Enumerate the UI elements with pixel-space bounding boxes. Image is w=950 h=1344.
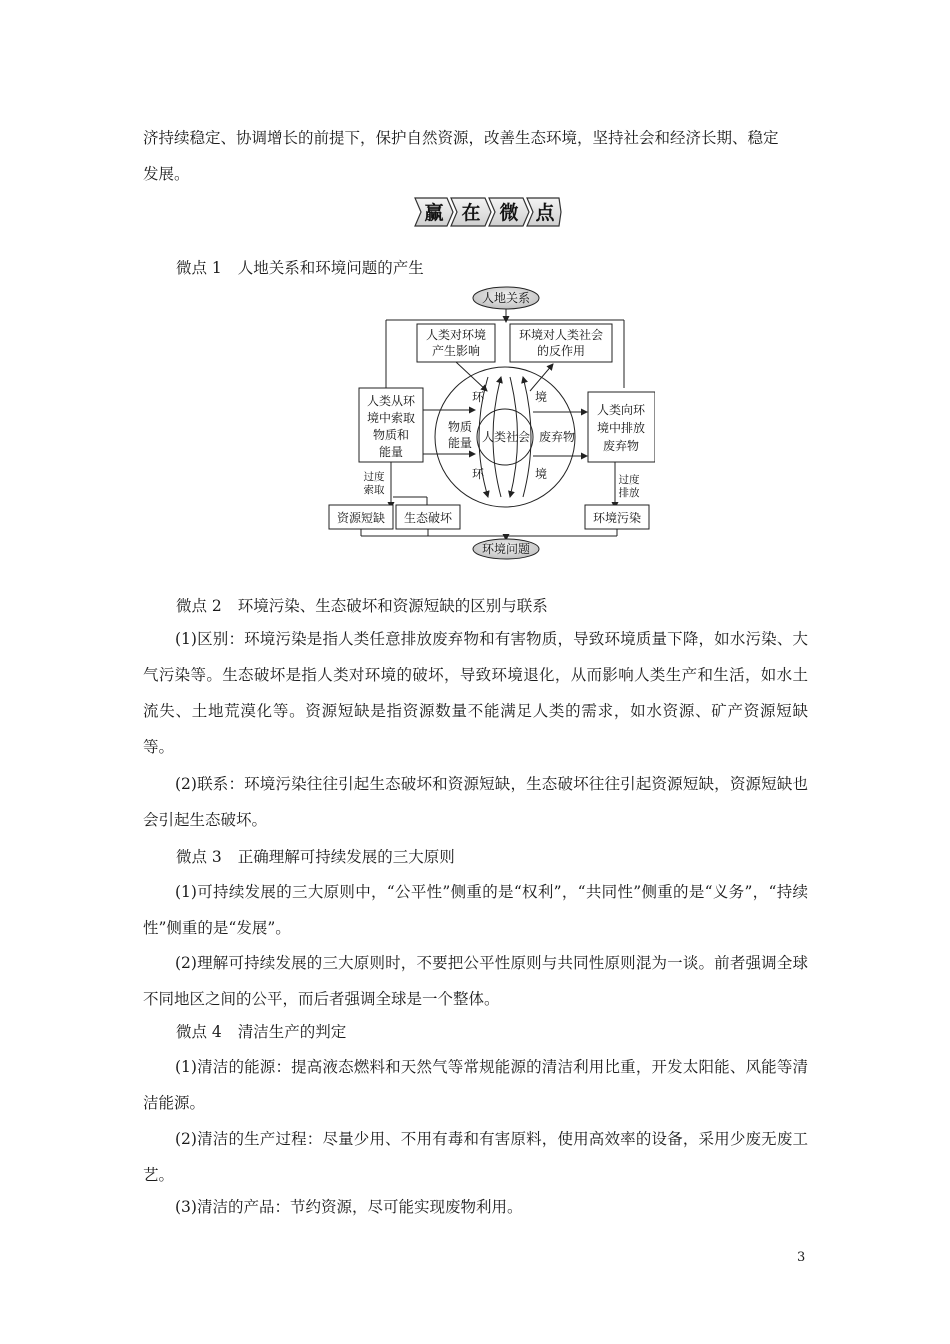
point4-paragraph-2: (2)清洁的生产过程：尽量少用、不用有毒和有害原料，使用高效率的设备，采用少废无废工艺。	[143, 1130, 808, 1184]
banner-char-3: 微	[499, 202, 519, 224]
point2-title: 环境污染、生态破坏和资源短缺的区别与联系	[237, 597, 548, 615]
extract-line-2: 境中索取	[366, 411, 416, 425]
point4-paragraph-3: (3)清洁的产品：节约资源，尽可能实现废物利用。	[175, 1198, 523, 1216]
point2-paragraph-2: (2)联系：环境污染往往引起生态破坏和资源短缺，生态破坏往往引起资源短缺，资源短缺也会引起生态破坏。	[143, 775, 808, 829]
point3-heading	[176, 845, 455, 869]
ring-char-2: 境	[534, 390, 548, 404]
section-banner	[413, 194, 563, 230]
point2-paragraph-1: (1)区别：环境污染是指人类任意排放废弃物和有害物质，导致环境质量下降，如水污染、大气污染等。生态破坏是指人类对环境的破坏，导致环境退化，从而影响人类生产和生活，如水土流失、土地荒漠化等。资源短缺是指资源数量不能满足人类的需求，如水资源、矿产资源短缺等。	[143, 630, 808, 756]
point4-label: 微点 4	[176, 1023, 222, 1041]
human-land-diagram	[325, 284, 655, 564]
over-extract-line-2: 索取	[363, 484, 385, 496]
extract-line-1: 人类从环	[366, 394, 416, 408]
extract-line-4: 能量	[378, 445, 404, 459]
point4-paragraph-1: (1)清洁的能源：提高液态燃料和天然气等常规能源的清洁利用比重，开发太阳能、风能等清洁能源。	[143, 1058, 808, 1112]
point4-heading	[176, 1020, 346, 1044]
banner-char-4: 点	[535, 202, 555, 224]
over-extract-line-1: 过度	[363, 471, 385, 483]
top-node-label: 人地关系	[481, 291, 531, 305]
point3-label: 微点 3	[176, 848, 222, 866]
point4-title: 清洁生产的判定	[237, 1023, 347, 1041]
reaction-line-2: 的反作用	[536, 344, 586, 358]
point3-paragraph-2: (2)理解可持续发展的三大原则时，不要把公平性原则与共同性原则混为一谈。前者强调全球不同地区之间的公平，而后者强调全球是一个整体。	[143, 954, 808, 1008]
pollution-label: 环境污染	[592, 511, 642, 525]
point1-heading	[176, 256, 424, 280]
over-discharge-line-1: 过度	[618, 474, 640, 486]
point3-paragraph-1: (1)可持续发展的三大原则中，“公平性”侧重的是“权利”，“共同性”侧重的是“义务”，“持续性”侧重的是“发展”。	[143, 883, 808, 937]
discharge-line-2: 境中排放	[596, 421, 646, 435]
center-label: 人类社会	[481, 430, 531, 444]
ring-char-3: 环	[471, 467, 485, 481]
bottom-node-label: 环境问题	[481, 542, 531, 556]
discharge-line-3: 废弃物	[602, 439, 640, 453]
extract-line-3: 物质和	[372, 428, 410, 442]
page-number: 3	[797, 1250, 806, 1265]
point2-label: 微点 2	[176, 597, 222, 615]
impact-line-2: 产生影响	[431, 344, 481, 358]
intro-line-2: 发展。	[143, 165, 190, 183]
resource-shortage-label: 资源短缺	[336, 511, 386, 525]
inner-left-line-1: 物质	[447, 420, 473, 434]
banner-char-2: 在	[461, 202, 481, 224]
impact-line-1: 人类对环境	[425, 328, 487, 342]
banner-char-1: 赢	[424, 202, 444, 224]
reaction-line-1: 环境对人类社会	[518, 328, 604, 342]
point3-title: 正确理解可持续发展的三大原则	[237, 848, 455, 866]
point1-label: 微点 1	[176, 259, 222, 277]
inner-right-label: 废弃物	[538, 430, 576, 444]
intro-line-1: 济持续稳定、协调增长的前提下，保护自然资源，改善生态环境，坚持社会和经济长期、稳定	[143, 129, 779, 147]
inner-left-line-2: 能量	[447, 436, 473, 450]
point2-heading	[176, 594, 548, 618]
ring-char-4: 境	[534, 467, 548, 481]
over-discharge-line-2: 排放	[618, 487, 640, 499]
discharge-line-1: 人类向环	[596, 403, 646, 417]
point1-title: 人地关系和环境问题的产生	[237, 259, 424, 277]
ring-char-1: 环	[471, 390, 485, 404]
eco-damage-label: 生态破坏	[403, 511, 453, 525]
